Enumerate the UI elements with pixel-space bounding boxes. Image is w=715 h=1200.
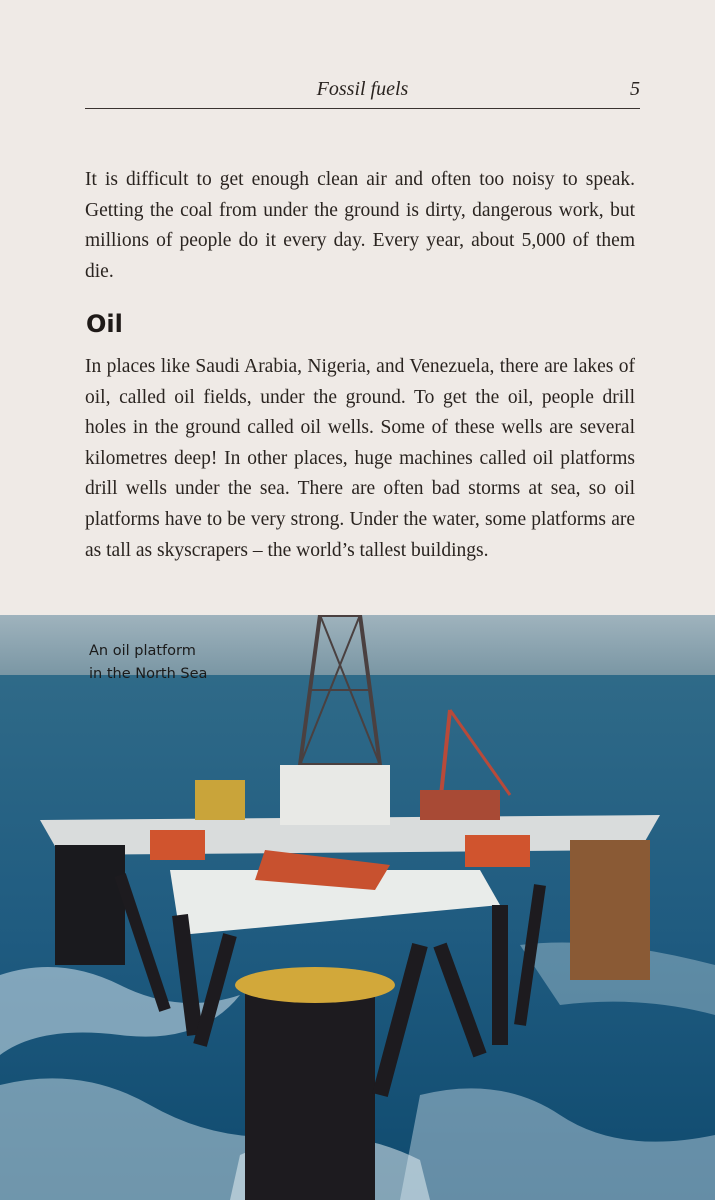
- intro-paragraph: It is difficult to get enough clean air and often too noisy to speak. Getting the coal from under the ground is dirty, dangerous work, but millions of people do it every day. Every year, about 5,000 of them die.: [85, 169, 635, 282]
- running-title: Fossil fuels: [316, 78, 409, 100]
- page-number: 5: [630, 78, 640, 100]
- caption-line-2: in the North Sea: [89, 666, 208, 682]
- photo-caption: [89, 640, 289, 686]
- running-header: [85, 76, 640, 109]
- oil-platform-illustration: [0, 615, 715, 1200]
- caption-line-1: An oil platform: [89, 643, 196, 659]
- oil-platform-photo: [0, 615, 715, 1200]
- section-heading: Oil: [86, 310, 123, 338]
- oil-paragraph: In places like Saudi Arabia, Nigeria, and Venezuela, there are lakes of oil, called oil fields, under the ground. To get the oil, people drill holes in the ground called oil wells. Some of these wells are several kilometres deep! In other places, huge machines called oil platforms drill wells under the sea. There are often bad storms at sea, so oil platforms have to be very strong. Under the water, some platforms are as tall as skyscrapers – the world’s tallest buildings.: [85, 356, 635, 561]
